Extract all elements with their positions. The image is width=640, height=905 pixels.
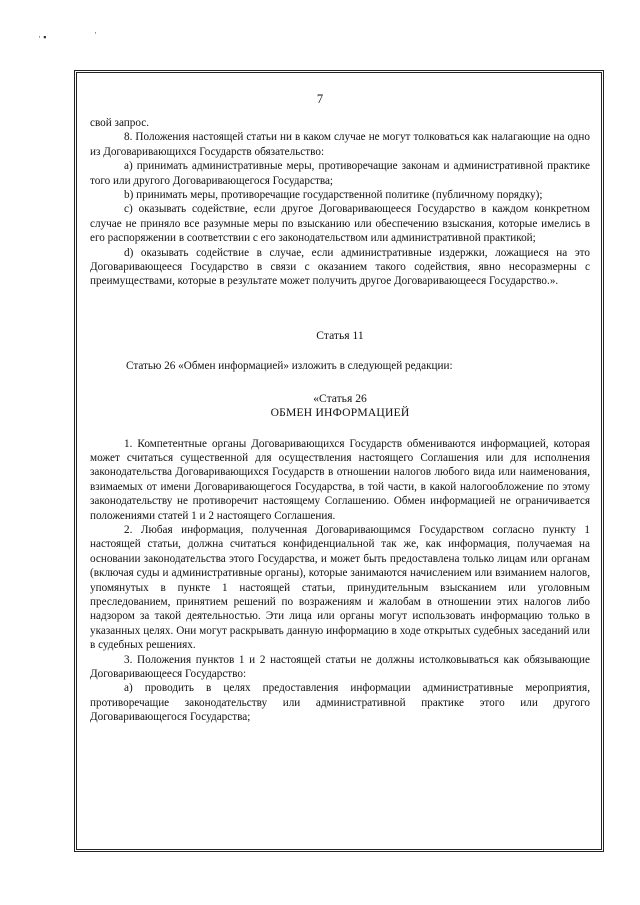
page-number: 7	[316, 92, 324, 106]
paragraph: d) оказывать содействие в случае, если административные издержки, ложащиеся на это Договаривающееся Государство в связи с оказанием такого содействия, явно несоразмерны с преимуществами, которые в результате может получить другое Договаривающееся Государство.».	[90, 246, 590, 288]
paragraph: a) проводить в целях предоставления информации административные мероприятия, противоречащие законодательству или административной практике этого или другого Договаривающегося Государства;	[90, 682, 590, 724]
document-body	[90, 116, 590, 725]
scan-mark-right: ·	[94, 28, 97, 38]
paragraph: 2. Любая информация, полученная Договаривающимся Государством согласно пункту 1 настоящей статьи, должна считаться конфиденциальной так же, как информация, получаемая на основании законодательства этого Государства, и может быть предоставлена только лицам или органам (включая суды и административные органы), которые занимаются начислением или взиманием налогов, упомянутых в пункте 1 настоящей статьи, принудительным взысканием или уголовным преследованием, принятием решений по возражениям и жалобам в отношении этих налогов либо надзором за такой деятельностью. Эти лица или органы могут использовать информацию только в указанных целях. Они могут раскрывать данную информацию в ходе открытых судебных заседаний или в судебных решениях.	[90, 523, 590, 652]
paragraph: 3. Положения пунктов 1 и 2 настоящей статьи не должны истолковываться как обязывающие Договаривающееся Государство:	[90, 653, 590, 680]
scan-mark-left: · ▪	[38, 32, 47, 42]
paragraph: b) принимать меры, противоречащие государственной политике (публичному порядку);	[124, 189, 543, 202]
paragraph: c) оказывать содействие, если другое Договаривающееся Государство в каждом конкретном случае не приняло все разумные меры по взысканию или обеспечению взыскания, которые имелись в его распоряжении в соответствии с его законодательством или административной практикой;	[90, 203, 590, 245]
article-intro: Статью 26 «Обмен информацией» изложить в следующей редакции:	[126, 360, 453, 373]
article-heading: Статья 11	[316, 328, 364, 342]
paragraph: a) принимать административные меры, противоречащие законам и административной практике того или другого Договаривающегося Государства;	[90, 160, 590, 187]
quoted-article-heading: «Статья 26	[313, 391, 367, 405]
paragraph: 8. Положения настоящей статьи ни в каком случае не могут толковаться как налагающие на одно из Договаривающихся Государств обязательство:	[90, 131, 590, 158]
paragraph: 1. Компетентные органы Договаривающихся Государств обмениваются информацией, которая может считаться существенной для осуществления настоящего Соглашения или для исполнения законодательства Договаривающихся Государств в отношении налогов любого вида или наименования, взимаемых от имени Договаривающегося Государства, в той части, в какой налогообложение по этому законодательству не противоречит настоящему Соглашению. Обмен информацией не ограничивается положениями статей 1 и 2 настоящего Соглашения.	[90, 437, 590, 522]
paragraph: свой запрос.	[90, 117, 150, 129]
quoted-article-title: ОБМЕН ИНФОРМАЦИЕЙ	[270, 406, 410, 420]
